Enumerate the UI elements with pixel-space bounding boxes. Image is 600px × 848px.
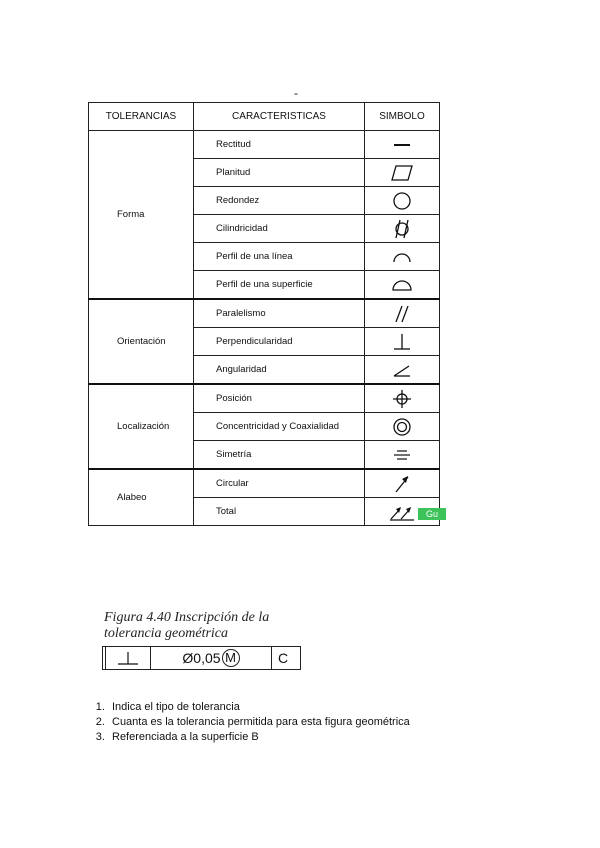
table-row	[89, 299, 440, 328]
caption-line-2: tolerancia geométrica	[104, 626, 229, 641]
perpendicularity-icon	[106, 647, 151, 669]
circular-runout-icon	[365, 469, 440, 498]
parallelism-icon	[365, 299, 440, 328]
surface-profile-icon	[365, 271, 440, 300]
table-row	[89, 469, 440, 498]
position-icon	[365, 384, 440, 413]
char-label: Redondez	[194, 187, 365, 215]
group-alabeo: Alabeo	[89, 469, 194, 526]
question-list	[90, 700, 410, 745]
table-header-row	[89, 103, 440, 131]
angularity-icon	[365, 356, 440, 385]
char-label: Cilindricidad	[194, 215, 365, 243]
table-row	[89, 131, 440, 159]
overlay-badge: Gu	[418, 508, 446, 520]
char-label: Paralelismo	[194, 299, 365, 328]
list-item: 3. Referenciada a la superficie B	[108, 730, 410, 745]
straightness-icon	[365, 131, 440, 159]
char-label: Angularidad	[194, 356, 365, 385]
char-label: Perpendicularidad	[194, 328, 365, 356]
header-tolerancias: TOLERANCIAS	[89, 103, 194, 131]
list-item: 1. Indica el tipo de tolerancia	[108, 700, 410, 715]
mmc-modifier: M	[222, 649, 240, 667]
group-forma: Forma	[89, 131, 194, 300]
char-label: Posición	[194, 384, 365, 413]
list-item: 2. Cuanta es la tolerancia permitida para esta figura geométrica	[108, 715, 410, 730]
char-label: Total	[194, 498, 365, 526]
tolerance-table	[88, 102, 440, 526]
group-orientacion: Orientación	[89, 299, 194, 384]
feature-control-frame	[102, 646, 301, 670]
char-label: Circular	[194, 469, 365, 498]
cylindricity-icon	[365, 215, 440, 243]
char-label: Perfil de una línea	[194, 243, 365, 271]
figure-caption	[104, 610, 304, 642]
symmetry-icon	[365, 441, 440, 470]
char-label: Perfil de una superficie	[194, 271, 365, 300]
datum-reference: C	[278, 650, 289, 666]
char-label: Concentricidad y Coaxialidad	[194, 413, 365, 441]
char-label: Simetría	[194, 441, 365, 470]
table-row	[89, 384, 440, 413]
header-caracteristicas: CARACTERISTICAS	[194, 103, 365, 131]
circularity-icon	[365, 187, 440, 215]
top-mark: -	[294, 86, 298, 100]
char-label: Rectitud	[194, 131, 365, 159]
caption-line-1: Figura 4.40 Inscripción de la	[104, 610, 270, 625]
header-simbolo: SIMBOLO	[365, 103, 440, 131]
tolerance-value-cell	[151, 647, 272, 669]
concentricity-icon	[365, 413, 440, 441]
flatness-icon	[365, 159, 440, 187]
char-label: Planitud	[194, 159, 365, 187]
group-localizacion: Localización	[89, 384, 194, 469]
tolerance-value: Ø0,05	[182, 650, 221, 666]
line-profile-icon	[365, 243, 440, 271]
perpendicularity-icon	[365, 328, 440, 356]
